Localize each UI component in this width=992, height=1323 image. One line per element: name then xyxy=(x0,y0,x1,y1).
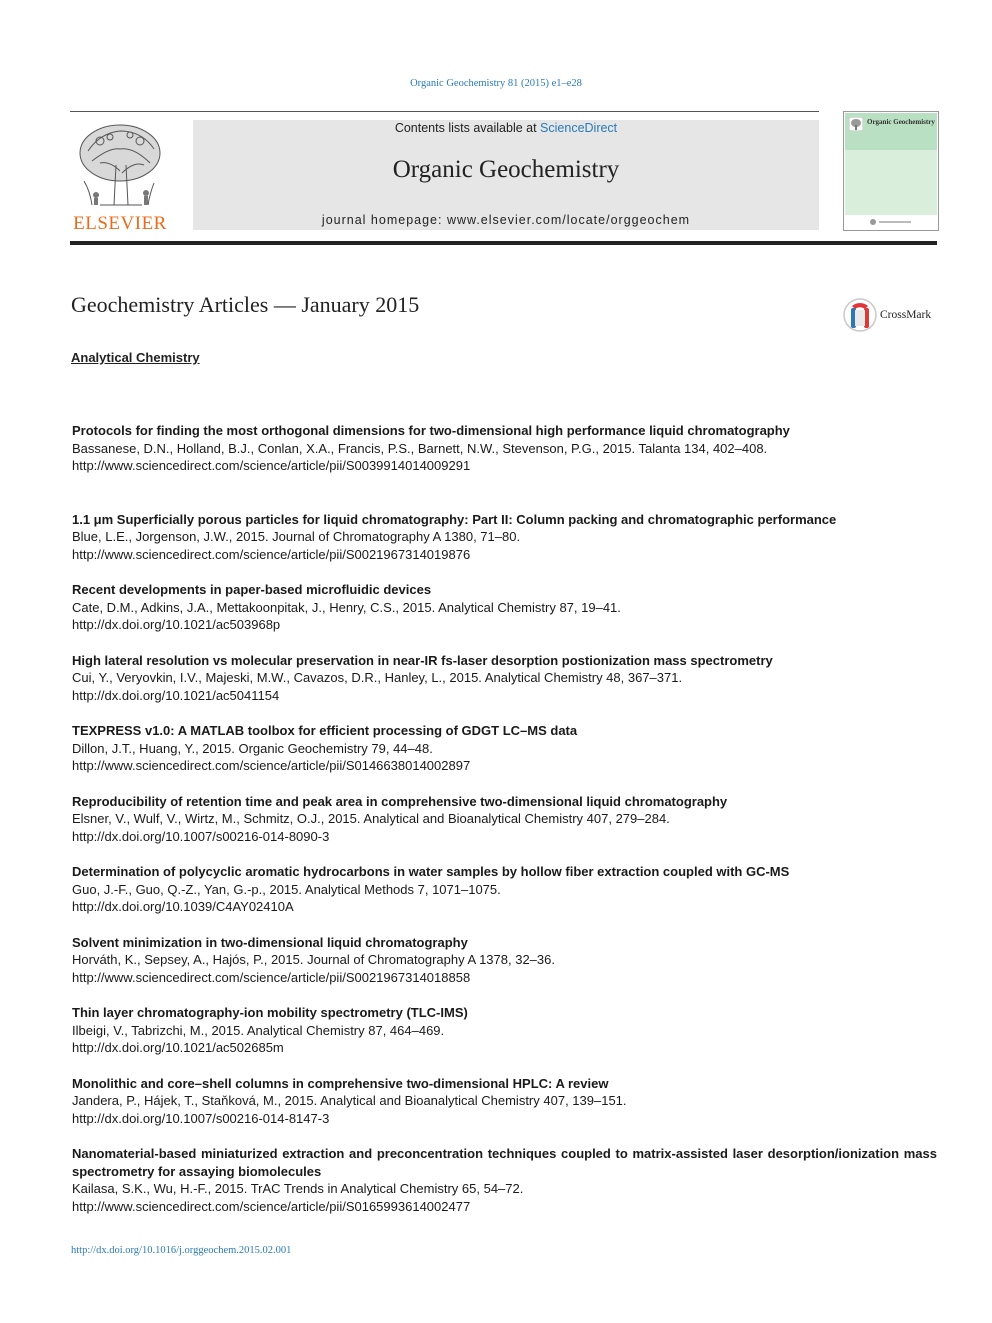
reference-title: Monolithic and core–shell columns in comprehensive two-dimensional HPLC: A review xyxy=(72,1075,609,1091)
crossmark-icon xyxy=(843,297,877,333)
reference-title: Thin layer chromatography-ion mobility spectrometry (TLC-IMS) xyxy=(72,1005,468,1020)
reference-url[interactable]: http://www.sciencedirect.com/science/article/pii/S0039914014009291 xyxy=(72,458,471,473)
cover-title: Organic Geochemistry xyxy=(867,118,935,126)
journal-citation[interactable]: Organic Geochemistry 81 (2015) e1–e28 xyxy=(410,78,582,89)
reference-authors: Bassanese, D.N., Holland, B.J., Conlan, X.A., Francis, P.S., Barnett, N.W., Stevenson, P.G., 2015. Talanta 134, 402–408. xyxy=(72,440,768,456)
reference-entry xyxy=(72,934,937,987)
reference-authors: Cui, Y., Veryovkin, I.V., Majeski, M.W., Cavazos, D.R., Hanley, L., 2015. Analytical Chemistry 48, 367–371. xyxy=(72,670,683,685)
reference-title: Recent developments in paper-based microfluidic devices xyxy=(72,582,432,597)
reference-url[interactable]: http://dx.doi.org/10.1007/s00216-014-8147-3 xyxy=(72,1110,330,1126)
reference-authors: Guo, J.-F., Guo, Q.-Z., Yan, G.-p., 2015. Analytical Methods 7, 1071–1075. xyxy=(72,881,501,897)
reference-url[interactable]: http://dx.doi.org/10.1039/C4AY02410A xyxy=(72,899,294,914)
reference-title: Determination of polycyclic aromatic hydrocarbons in water samples by hollow fiber extraction coupled with GC-MS xyxy=(72,864,790,879)
journal-homepage[interactable]: journal homepage: www.elsevier.com/locate/orggeochem xyxy=(321,213,691,227)
reference-entry xyxy=(72,652,937,705)
journal-cover-thumbnail[interactable] xyxy=(843,111,939,231)
sciencedirect-link[interactable]: ScienceDirect xyxy=(540,121,618,135)
reference-entry xyxy=(72,863,937,916)
reference-authors: Ilbeigi, V., Tabrizchi, M., 2015. Analytical Chemistry 87, 464–469. xyxy=(72,1022,445,1038)
reference-title: Reproducibility of retention time and peak area in comprehensive two-dimensional liquid chromatography xyxy=(72,793,728,809)
reference-authors: Cate, D.M., Adkins, J.A., Mettakoonpitak, J., Henry, C.S., 2015. Analytical Chemistry 87, 19–41. xyxy=(72,599,621,615)
reference-title: Protocols for finding the most orthogonal dimensions for two-dimensional high performance liquid chromatography xyxy=(72,423,790,438)
elsevier-logo[interactable] xyxy=(70,121,170,233)
reference-entry xyxy=(72,1004,937,1057)
cover-footer xyxy=(845,215,937,229)
reference-authors: Kailasa, S.K., Wu, H.-F., 2015. TrAC Trends in Analytical Chemistry 65, 54–72. xyxy=(72,1181,524,1196)
publisher-wordmark: ELSEVIER xyxy=(73,213,167,234)
header-divider xyxy=(70,241,937,245)
cover-header xyxy=(845,113,937,150)
reference-url[interactable]: http://www.sciencedirect.com/science/article/pii/S0165993614002477 xyxy=(72,1198,471,1214)
reference-authors: Jandera, P., Hájek, T., Staňková, M., 2015. Analytical and Bioanalytical Chemistry 407, 139–151. xyxy=(72,1093,627,1108)
reference-url[interactable]: http://dx.doi.org/10.1021/ac502685m xyxy=(72,1040,284,1055)
reference-title: Solvent minimization in two-dimensional liquid chromatography xyxy=(72,934,468,950)
reference-authors: Blue, L.E., Jorgenson, J.W., 2015. Journal of Chromatography A 1380, 71–80. xyxy=(72,529,521,544)
header-rule xyxy=(70,111,819,112)
reference-title: Nanomaterial-based miniaturized extraction and preconcentration techniques coupled to matrix-assisted laser desorption/ionization mass spectrometry for assaying biomolecules xyxy=(72,1146,937,1179)
reference-entry xyxy=(72,1075,937,1128)
reference-entry xyxy=(72,793,937,846)
reference-url[interactable]: http://dx.doi.org/10.1021/ac5041154 xyxy=(72,687,280,703)
cover-publisher-icon xyxy=(869,218,913,226)
reference-entry xyxy=(72,422,937,475)
page-title: Geochemistry Articles — January 2015 xyxy=(71,292,420,317)
reference-title: High lateral resolution vs molecular preservation in near-IR fs-laser desorption postionization mass spectrometry xyxy=(72,652,773,668)
tree-icon xyxy=(70,121,170,213)
reference-authors: Elsner, V., Wulf, V., Wirtz, M., Schmitz, O.J., 2015. Analytical and Bioanalytical Chemistry 407, 279–284. xyxy=(72,811,670,826)
footer-doi-link[interactable]: http://dx.doi.org/10.1016/j.orggeochem.2015.02.001 xyxy=(71,1245,292,1256)
reference-list xyxy=(72,422,937,1215)
reference-url[interactable]: http://www.sciencedirect.com/science/article/pii/S0021967314019876 xyxy=(72,546,471,562)
reference-title: 1.1 μm Superficially porous particles for liquid chromatography: Part II: Column packing and chromatographic performance xyxy=(72,511,837,527)
reference-authors: Horváth, K., Sepsey, A., Hajós, P., 2015. Journal of Chromatography A 1378, 32–36. xyxy=(72,952,555,967)
crossmark-label: CrossMark xyxy=(880,309,932,321)
reference-url[interactable]: http://www.sciencedirect.com/science/article/pii/S0021967314018858 xyxy=(72,969,471,985)
journal-name: Organic Geochemistry xyxy=(392,156,620,183)
reference-entry xyxy=(72,511,937,564)
reference-url[interactable]: http://dx.doi.org/10.1021/ac503968p xyxy=(72,617,281,632)
reference-entry xyxy=(72,722,937,775)
cover-tree-icon xyxy=(849,117,863,131)
crossmark-badge[interactable] xyxy=(843,297,943,333)
contents-available xyxy=(193,121,819,135)
contents-prefix: Contents lists available at xyxy=(394,121,541,135)
reference-url[interactable]: http://www.sciencedirect.com/science/article/pii/S0146638014002897 xyxy=(72,758,471,773)
section-heading: Analytical Chemistry xyxy=(71,350,200,365)
reference-entry xyxy=(72,581,937,634)
journal-banner xyxy=(193,120,819,230)
reference-title: TEXPRESS v1.0: A MATLAB toolbox for efficient processing of GDGT LC–MS data xyxy=(72,723,578,738)
reference-entry xyxy=(72,1145,937,1215)
reference-url[interactable]: http://dx.doi.org/10.1007/s00216-014-8090-3 xyxy=(72,828,330,844)
reference-authors: Dillon, J.T., Huang, Y., 2015. Organic Geochemistry 79, 44–48. xyxy=(72,740,433,756)
